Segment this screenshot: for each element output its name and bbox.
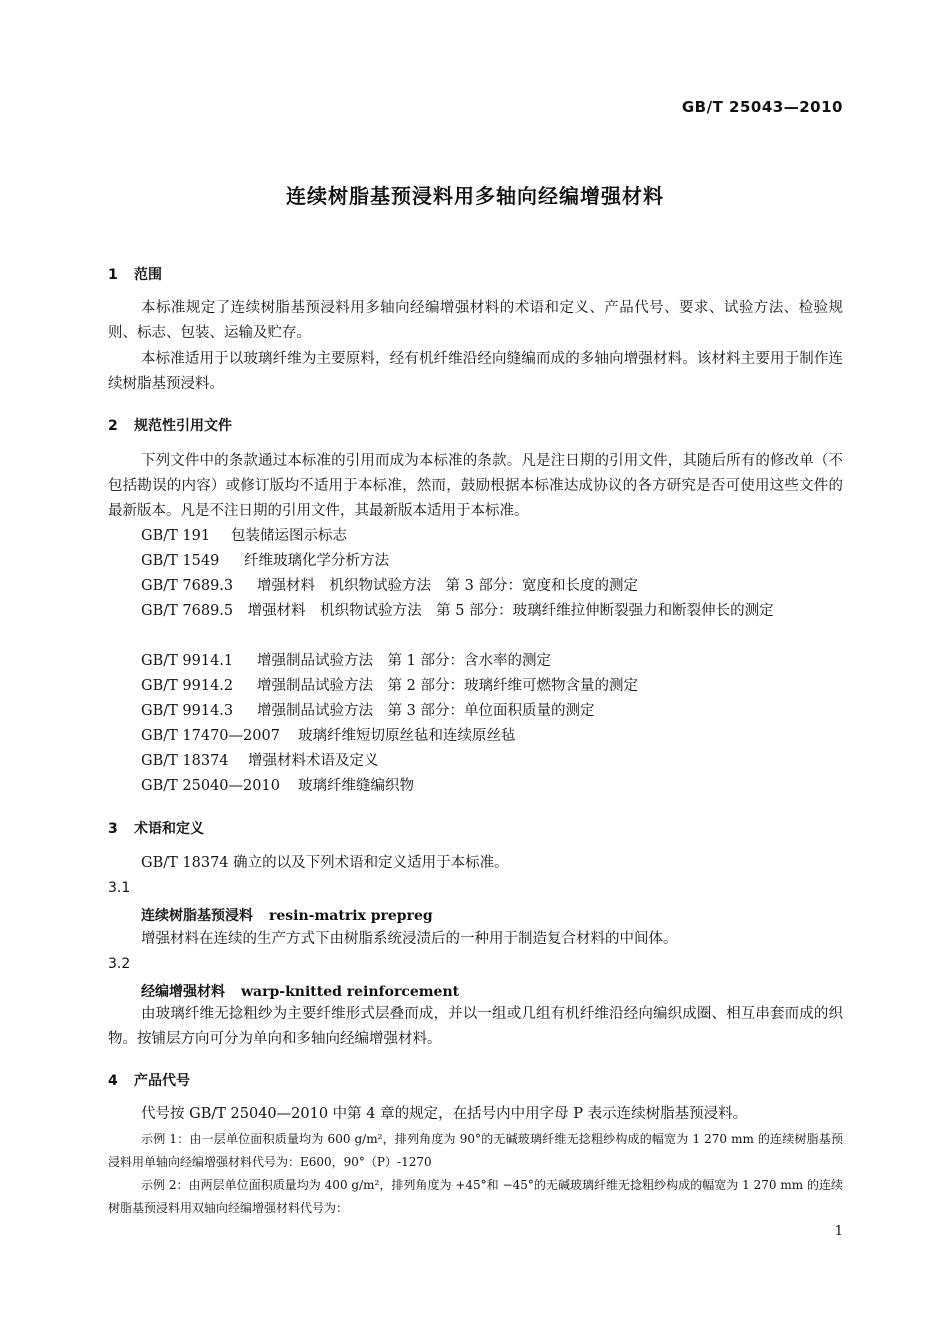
section-1-heading bbox=[108, 264, 162, 284]
section-2-heading bbox=[108, 415, 232, 435]
section-4-paragraph-1: 代号按 GB/T 25040—2010 中第 4 章的规定，在括号内中用字母 P 表示连续树脂基预浸料。 bbox=[141, 1106, 748, 1122]
section-1-paragraph-1: 本标准规定了连续树脂基预浸料用多轴向经编增强材料的术语和定义、产品代号、要求、试验方法、检验规则、标志、包装、运输及贮存。 bbox=[108, 300, 843, 341]
section-title: 产品代号 bbox=[134, 1073, 190, 1089]
reference-code: GB/T 17470—2007 bbox=[141, 728, 280, 744]
section-number: 4 bbox=[108, 1073, 118, 1089]
reference-code: GB/T 1549 bbox=[141, 553, 220, 569]
reference-item bbox=[141, 649, 551, 674]
reference-item bbox=[141, 549, 389, 574]
term-definition: 由玻璃纤维无捻粗纱为主要纤维形式层叠而成，并以一组或几组有机纤维沿经向编织成圈、相互串套而成的织物。按铺层方向可分为单向和多轴向经编增强材料。 bbox=[108, 1006, 843, 1047]
reference-code: GB/T 25040—2010 bbox=[141, 778, 280, 794]
section-2-paragraph-1: 下列文件中的条款通过本标准的引用而成为本标准的条款。凡是注日期的引用文件，其随后所有的修改单（不包括勘误的内容）或修订版均不适用于本标准，然而，鼓励根据本标准达成协议的各方研究是否可使用这些文件的最新版本。凡是不注日期的引用文件，其最新版本适用于本标准。 bbox=[108, 453, 843, 519]
reference-code: GB/T 9914.3 bbox=[141, 703, 234, 719]
reference-title: 玻璃纤维缝编织物 bbox=[298, 778, 414, 794]
reference-title: 增强材料 机织物试验方法 第 3 部分：宽度和长度的测定 bbox=[257, 578, 638, 594]
term-number: 3.2 bbox=[108, 956, 131, 972]
reference-code: GB/T 191 bbox=[141, 528, 211, 544]
section-number: 2 bbox=[108, 418, 118, 434]
reference-code: GB/T 7689.3 bbox=[141, 578, 234, 594]
section-number: 3 bbox=[108, 821, 118, 837]
reference-title: 包装储运图示标志 bbox=[231, 528, 347, 544]
reference-code: GB/T 9914.1 bbox=[141, 653, 234, 669]
reference-item bbox=[141, 749, 379, 774]
document-title: 连续树脂基预浸料用多轴向经编增强材料 bbox=[286, 184, 664, 208]
reference-item bbox=[141, 524, 347, 549]
reference-title: 增强制品试验方法 第 3 部分：单位面积质量的测定 bbox=[257, 703, 595, 719]
reference-title: 玻璃纤维短切原丝毡和连续原丝毡 bbox=[298, 728, 516, 744]
reference-title: 增强材料术语及定义 bbox=[248, 753, 379, 769]
reference-item bbox=[141, 774, 414, 799]
section-title: 规范性引用文件 bbox=[134, 418, 232, 434]
term-name bbox=[141, 905, 433, 925]
section-3-heading bbox=[108, 818, 204, 838]
page-number: 1 bbox=[834, 1224, 843, 1239]
reference-code: GB/T 9914.2 bbox=[141, 678, 234, 694]
section-1-paragraph-2: 本标准适用于以玻璃纤维为主要原料，经有机纤维沿经向缝编而成的多轴向增强材料。该材料主要用于制作连续树脂基预浸料。 bbox=[108, 351, 843, 392]
reference-code: GB/T 7689.5 bbox=[141, 603, 234, 619]
reference-title: 增强制品试验方法 第 2 部分：玻璃纤维可燃物含量的测定 bbox=[257, 678, 638, 694]
section-4-heading bbox=[108, 1070, 190, 1090]
section-number: 1 bbox=[108, 267, 118, 283]
reference-item bbox=[141, 699, 594, 724]
reference-item bbox=[108, 599, 843, 624]
term-english: resin-matrix prepreg bbox=[269, 908, 433, 924]
section-3-paragraph-1: GB/T 18374 确立的以及下列术语和定义适用于本标准。 bbox=[141, 855, 509, 871]
section-title: 术语和定义 bbox=[134, 821, 204, 837]
reference-title: 纤维玻璃化学分析方法 bbox=[244, 553, 389, 569]
reference-title: 增强制品试验方法 第 1 部分：含水率的测定 bbox=[257, 653, 551, 669]
standard-number: GB/T 25043—2010 bbox=[681, 98, 843, 116]
term-english: warp-knitted reinforcement bbox=[241, 984, 460, 1000]
term-definition: 增强材料在连续的生产方式下由树脂系统浸渍后的一种用于制造复合材料的中间体。 bbox=[141, 931, 678, 947]
term-number: 3.1 bbox=[108, 880, 131, 896]
term-name bbox=[141, 981, 459, 1001]
reference-item bbox=[141, 574, 638, 599]
reference-code: GB/T 18374 bbox=[141, 753, 229, 769]
reference-item bbox=[141, 674, 638, 699]
reference-item bbox=[141, 724, 516, 749]
example-1: 示例 1：由一层单位面积质量均为 600 g/m²，排列角度为 90°的无碱玻璃纤维无捻粗纱构成的幅宽为 1 270 mm 的连续树脂基预浸料用单轴向经编增强材料代号为：E600，90°（P）-1270 bbox=[108, 1132, 843, 1169]
term-chinese: 经编增强材料 bbox=[141, 984, 225, 1000]
example-2: 示例 2：由两层单位面积质量均为 400 g/m²，排列角度为 +45°和 −45°的无碱玻璃纤维无捻粗纱构成的幅宽为 1 270 mm 的连续树脂基预浸料用双轴向经编增强材料代号为： bbox=[108, 1178, 843, 1215]
term-chinese: 连续树脂基预浸料 bbox=[141, 908, 253, 924]
reference-title: 增强材料 机织物试验方法 第 5 部分：玻璃纤维拉伸断裂强力和断裂伸长的测定 bbox=[247, 603, 774, 619]
section-title: 范围 bbox=[134, 267, 162, 283]
